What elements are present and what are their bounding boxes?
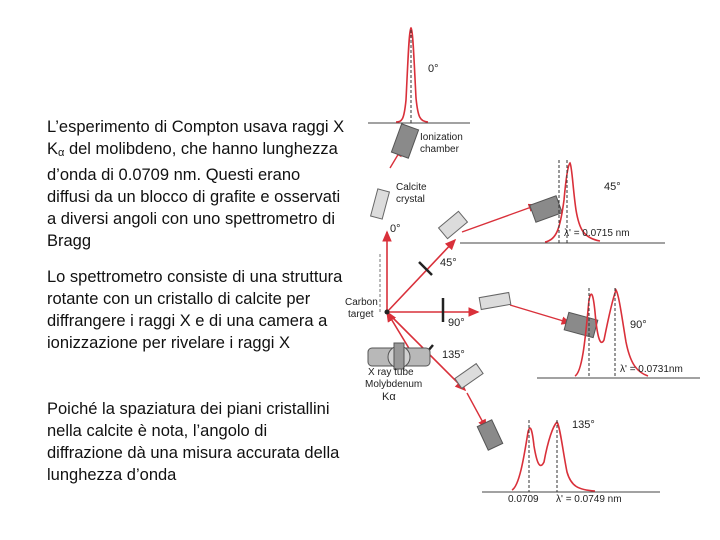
ionization-chamber-45 bbox=[530, 196, 562, 222]
spectrum-90-lambda: λ' = 0.0731nm bbox=[620, 364, 683, 375]
calcite-crystal-90 bbox=[479, 292, 511, 309]
spectrum-135-lambda: λ' = 0.0749 nm bbox=[556, 494, 622, 505]
carbon-target bbox=[385, 310, 390, 315]
molybdenum-label: Molybdenum bbox=[365, 379, 423, 390]
kalpha-label: Kα bbox=[382, 391, 396, 403]
angle-label-0: 0° bbox=[390, 223, 401, 235]
calcite-crystal-0 bbox=[371, 189, 390, 219]
beam-45-reflected bbox=[462, 205, 537, 232]
carbon-label-2: target bbox=[348, 309, 374, 320]
p1-text-b: del molibdeno, che hanno lunghezza d’onda di 0.0709 nm. Questi erano diffusi da un blocco di grafite e osservati a diversi angoli con uno spettrometro di Bragg bbox=[47, 140, 341, 250]
calcite-label-2: crystal bbox=[396, 194, 425, 205]
slit-45 bbox=[419, 262, 432, 275]
ionization-chamber-0 bbox=[391, 124, 418, 158]
p1-text-a: L’esperimento di Compton usava raggi X K bbox=[47, 118, 345, 158]
calcite-crystal-135 bbox=[455, 364, 483, 389]
ionization-chamber-90 bbox=[564, 312, 598, 337]
ionization-chamber-135 bbox=[477, 420, 502, 450]
spectrum-135-curve bbox=[512, 422, 595, 491]
spectrum-45-angle: 45° bbox=[604, 181, 621, 193]
beam-135-reflected bbox=[467, 393, 486, 428]
spectrum-135-angle: 135° bbox=[572, 419, 595, 431]
spectrum-90-angle: 90° bbox=[630, 319, 647, 331]
beam-45 bbox=[387, 240, 455, 312]
angle-label-135: 135° bbox=[442, 349, 465, 361]
calcite-crystal-45 bbox=[439, 211, 468, 238]
angle-label-45: 45° bbox=[440, 257, 457, 269]
ionization-label-1: Ionization bbox=[420, 132, 463, 143]
spectrum-0-angle: 0° bbox=[428, 63, 439, 75]
xray-tube bbox=[368, 343, 430, 369]
spectrum-45-lambda: λ' = 0.0715 nm bbox=[564, 228, 630, 239]
p1-alpha-subscript: α bbox=[58, 147, 65, 159]
carbon-label-1: Carbon bbox=[345, 297, 378, 308]
spectrum-135-lambda0: 0.0709 bbox=[508, 494, 539, 505]
paragraph-diffraction: Poiché la spaziatura dei piani cristallini nella calcite è nota, l’angolo di diffrazione dà una misura accurata della lunghezza d’onda bbox=[47, 400, 340, 484]
angle-label-90: 90° bbox=[448, 317, 465, 329]
calcite-label-1: Calcite bbox=[396, 182, 427, 193]
beam-90-reflected bbox=[510, 305, 570, 323]
paragraph-spectrometer: Lo spettrometro consiste di una struttura rotante con un cristallo di calcite per diffrangere i raggi X e di una camera a ionizzazione per rivelare i raggi X bbox=[47, 268, 343, 352]
spectrum-0-curve bbox=[396, 28, 428, 122]
xray-tube-label: X ray tube bbox=[368, 367, 414, 378]
ionization-label-2: chamber bbox=[420, 144, 459, 155]
